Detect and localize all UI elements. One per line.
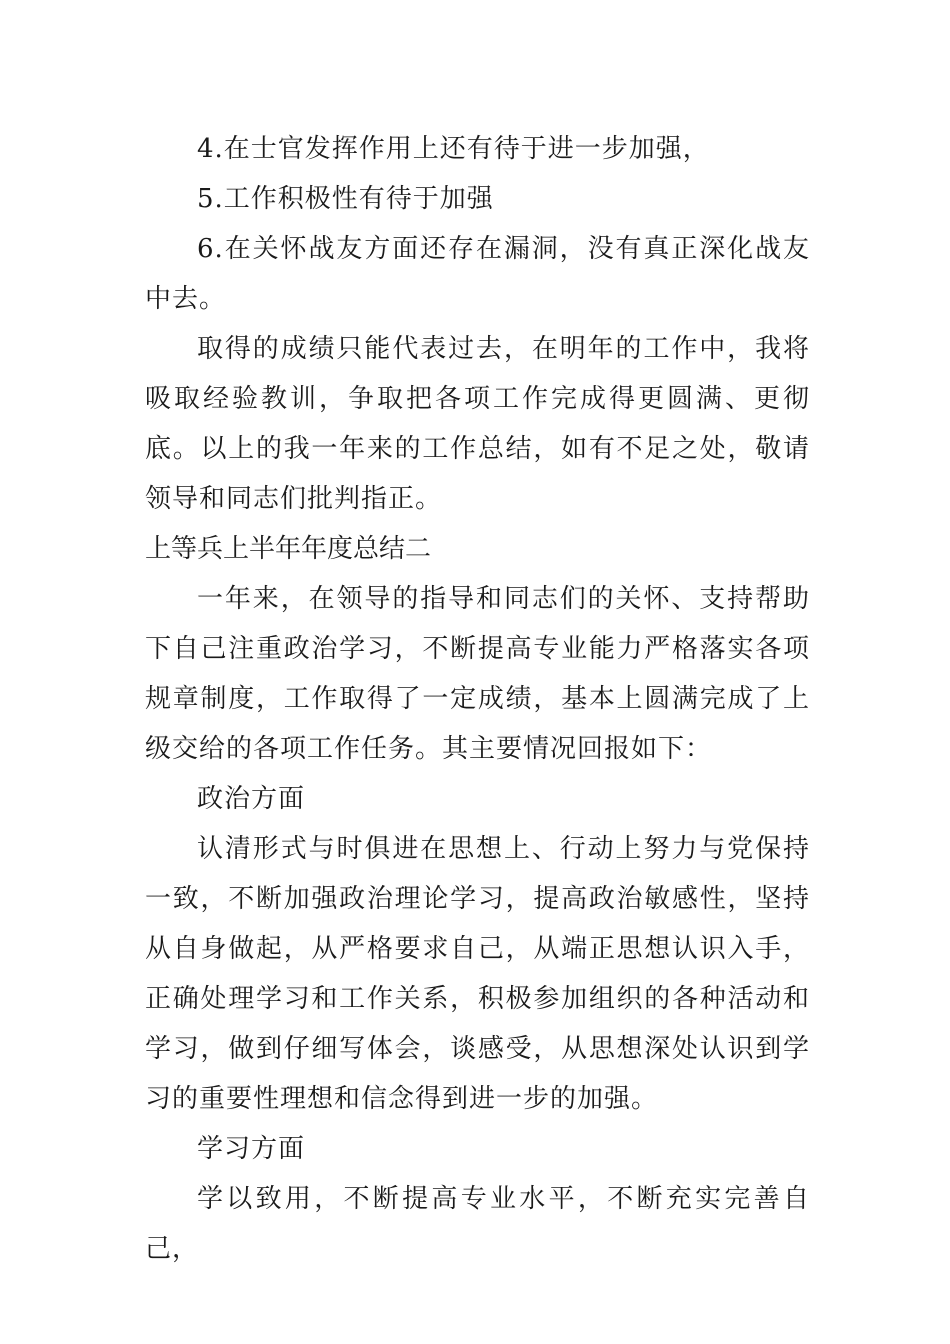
politics-paragraph: 认清形式与时俱进在思想上、行动上努力与党保持一致，不断加强政治理论学习，提高政治敏感性，坚持从自身做起，从严格要求自己，从端正思想认识入手，正确处理学习和工作关系，积极参加组织的各种活动和学习，做到仔细写体会，谈感受，从思想深处认识到学习的重要性理想和信念得到进一步的加强。: [145, 834, 810, 1114]
subheading-study: 学习方面: [197, 1134, 306, 1164]
study-paragraph: 学以致用，不断提高专业水平，不断充实完善自己，: [145, 1184, 810, 1264]
intro-paragraph: 一年来，在领导的指导和同志们的关怀、支持帮助下自己注重政治学习，不断提高专业能力严格落实各项规章制度，工作取得了一定成绩，基本上圆满完成了上级交给的各项工作任务。其主要情况回报如下：: [145, 584, 810, 764]
subheading-politics: 政治方面: [197, 784, 306, 814]
list-item-5: 5.工作积极性有待于加强: [197, 184, 494, 214]
list-item-6: 6.在关怀战友方面还存在漏洞，没有真正深化战友中去。: [145, 234, 810, 314]
closing-paragraph: 取得的成绩只能代表过去，在明年的工作中，我将吸取经验教训，争取把各项工作完成得更圆满、更彻底。以上的我一年来的工作总结，如有不足之处，敬请领导和同志们批判指正。: [145, 334, 810, 514]
section-title: 上等兵上半年年度总结二: [145, 534, 432, 564]
list-item-4: 4.在士官发挥作用上还有待于进一步加强，: [197, 134, 710, 164]
document-body: [145, 124, 810, 1274]
